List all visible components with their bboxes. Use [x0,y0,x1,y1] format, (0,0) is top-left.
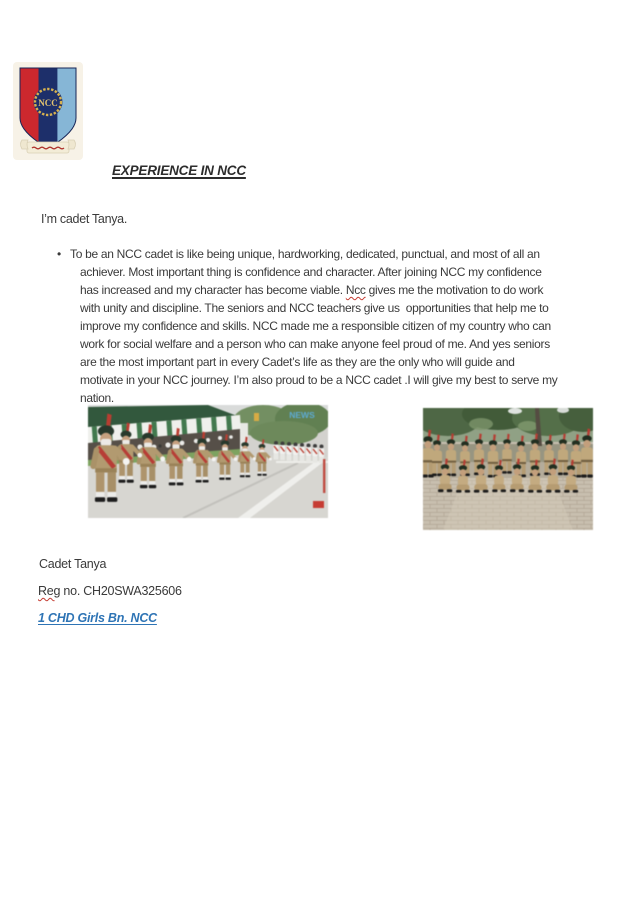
bullet-line [70,245,627,263]
parade-photo [88,405,328,518]
bullet-line [70,263,627,281]
text-segment: has increased and my character has become viable. [80,283,346,297]
bullet-line [70,299,627,317]
text-segment: motivate in your NCC journey. I’m also proud to be a NCC cadet .I will give my best to serve my [80,373,558,387]
text-segment: improve my confidence and skills. NCC made me a responsible citizen of my country who can [80,319,551,333]
text-segment: To be an NCC cadet is like being unique, hardworking, dedicated, punctual, and most of all an [70,247,540,261]
bullet-line [70,281,627,299]
misspelled-word: Ncc [345,283,366,297]
text-segment: with unity and discipline. The seniors and NCC teachers give us opportunities that help me to [80,301,549,315]
text-segment: gives me the motivation to do work [365,283,544,297]
barrier-pole [323,459,325,493]
intro-line: I’m cadet Tanya. [41,212,127,226]
bullet-line [70,335,627,353]
bullet-lines [70,245,627,407]
text-segment: nation. [80,391,114,405]
text-segment: no. CH20SWA325606 [60,584,182,598]
misspelled-word: Reg [38,584,61,598]
ncc-logo-acronym: NCC [38,98,58,108]
bullet-line [70,317,627,335]
bullet-paragraph [57,245,627,407]
text-segment: achiever. Most important thing is confidence and character. After joining NCC my confidence [80,265,542,279]
ncc-logo [13,62,83,160]
channel-bug [313,501,324,508]
signature-reg-number [38,584,182,598]
group-photo [423,408,593,530]
text-segment: work for social welfare and a person who can make anyone feel proud of me. And yes seniors [80,337,550,351]
news-watermark: NEWS [289,410,315,420]
signature-name: Cadet Tanya [39,557,107,571]
bullet-marker: • [57,247,61,261]
bullet-line [70,371,627,389]
text-segment: are the most important part in every Cadet’s life as they are the only who will guide and [80,355,515,369]
page-title: EXPERIENCE IN NCC [112,163,246,178]
bullet-line [70,353,627,371]
unit-link[interactable]: 1 CHD Girls Bn. NCC [38,611,157,625]
ncc-logo-scroll [21,140,76,153]
